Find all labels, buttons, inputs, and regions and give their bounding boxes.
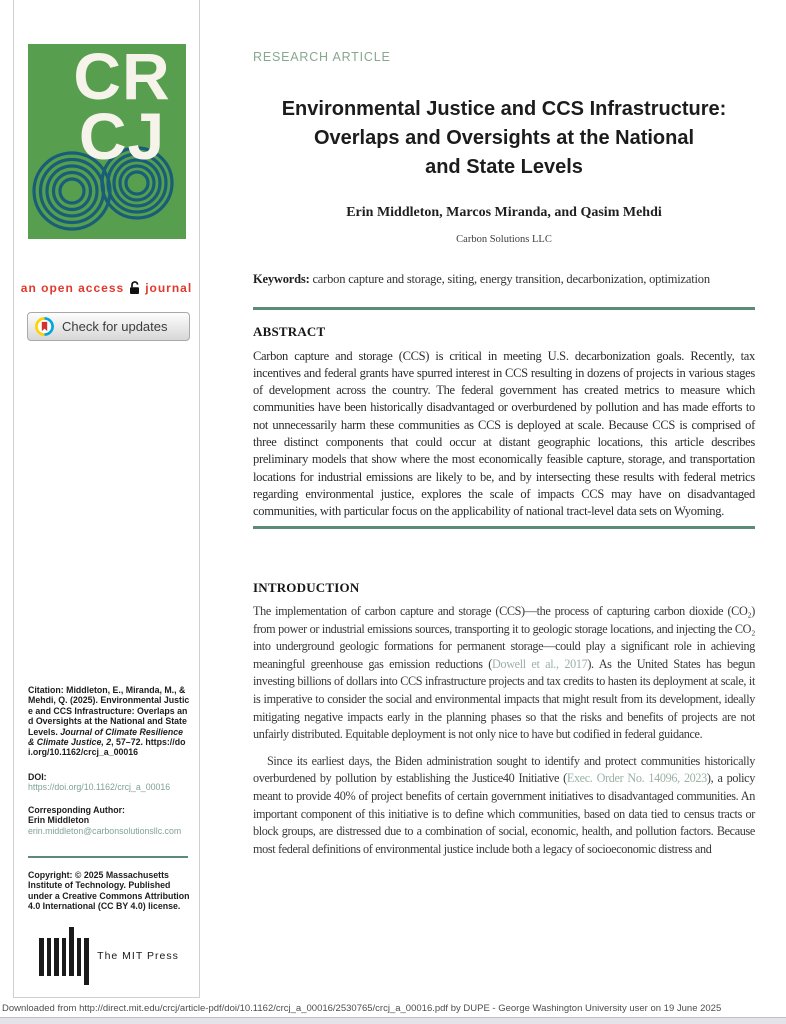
- logo-letters-line2: CJ: [78, 99, 166, 173]
- check-for-updates-button[interactable]: [27, 312, 190, 341]
- mit-press-label: The MIT Press: [97, 950, 179, 962]
- sidebar-divider: [28, 856, 188, 858]
- doi-label: DOI:: [28, 772, 47, 782]
- citation-doi-text: https://doi.org/10.1162/crcj_a_00016: [28, 737, 186, 758]
- citation-link-exec-order-14096[interactable]: Exec. Order No. 14096, 2023: [566, 771, 707, 786]
- doi-link[interactable]: https://doi.org/10.1162/crcj_a_00016: [28, 782, 171, 793]
- citation-block: Citation: Middleton, E., Miranda, M., & Mehdi, Q. (2025). Environmental Justice and CCS Infrastructure: Overlaps and Oversights at the National and State Levels. Journal of Climate Resilience & Climate Justice, 2, 57–72. https://doi.org/10.1162/crcj_a_00016: [28, 685, 190, 758]
- download-provenance-note: Downloaded from http://direct.mit.edu/crcj/article-pdf/doi/10.1162/crcj_a_00016/2530765/crcj_a_00016.pdf by DUPE - George Washington University user on 19 June 2025: [2, 1003, 722, 1014]
- keywords-label: Keywords:: [253, 272, 310, 286]
- abstract-heading: ABSTRACT: [253, 323, 326, 339]
- article-title-line2: Overlaps and Oversights at the National: [313, 127, 695, 149]
- citation-link-dowell-2017[interactable]: Dowell et al., 2017: [492, 656, 588, 671]
- corresponding-author-label: Corresponding Author:: [28, 805, 125, 815]
- journal-logo: [28, 44, 186, 239]
- open-lock-icon: [129, 281, 140, 295]
- corresponding-email-link[interactable]: erin.middleton@carbonsolutionsllc.com: [28, 825, 182, 836]
- abstract-top-rule: [253, 307, 755, 310]
- abstract-text: Carbon capture and storage (CCS) is critical in meeting U.S. decarbonization goals. Recently, tax incentives and federal grants have spurred interest in CCS resulting in dozens of projects in various stages of development across the country. The federal government has created metrics to measure which communities have been historically disadvantaged or overburdened by pollution and has made efforts to not unnecessarily harm these communities as CCS is deployed at scale. Because CCS is comprised of three distinct components that could occur at distant geographic locations, this article describes preliminary models that show where the most economically feasible capture, storage, and transportation locations for industrial emissions are likely to be, and by intersecting these results with federal metrics regarding environmental justice, explores the scale of impacts CCS may have on disadvantaged communities, with particular focus on the applicability of national tract-level data sets on Wyoming.: [253, 348, 755, 519]
- intro-paragraph-2: Since its earliest days, the Biden administration sought to identify and protect communities historically overburdened by pollution by establishing the Justice40 Initiative (Exec. Order No. 14096, 2023), a policy meant to provide 40% of project benefits of certain government initiatives to disadvantaged communities. An important component of this initiative is to define which communities, based on data tied to census tracts or block groups, are distressed due to a combination of social, economic, health, and pollution factors. Because most federal definitions of environmental justice include both a legacy of socioeconomic distress and: [253, 753, 755, 856]
- mit-press-bars-icon: [39, 927, 89, 985]
- article-title: [253, 95, 755, 182]
- crossmark-icon: [35, 317, 54, 336]
- open-access-text-post: journal: [145, 281, 193, 295]
- mit-press-logo: [28, 927, 190, 985]
- copyright-label: Copyright:: [28, 870, 73, 880]
- authors-line: Erin Middleton, Marcos Miranda, and Qasim Mehdi: [346, 205, 662, 220]
- article-title-line1: Environmental Justice and CCS Infrastructure:: [281, 98, 727, 120]
- affiliation-line: Carbon Solutions LLC: [456, 234, 552, 245]
- article-title-line3: and State Levels: [425, 156, 583, 178]
- doi-block: [28, 772, 190, 793]
- journal-info-panel: [13, 0, 200, 998]
- corresponding-author-block: [28, 805, 190, 836]
- introduction-heading: INTRODUCTION: [253, 579, 360, 595]
- check-for-updates-label: Check for updates: [62, 319, 168, 334]
- abstract-bottom-rule: [253, 526, 755, 529]
- article-type-label: RESEARCH ARTICLE: [253, 50, 391, 64]
- corresponding-author-name: Erin Middleton: [28, 815, 90, 826]
- open-access-text-pre: an open access: [20, 281, 125, 295]
- citation-journal-name: Journal of Climate Resilience & Climate Justice, 2: [28, 726, 183, 748]
- scrollbar-track[interactable]: [0, 1017, 786, 1024]
- article-content: [253, 0, 755, 858]
- intro-paragraph-1: The implementation of carbon capture and storage (CCS)—the process of capturing carbon dioxide (CO₂) from power or industrial emissions sources, transporting it to geologic storage locations, and injecting the CO₂ into underground geologic formations for permanent storage—could play a significant role in achieving meaningful greenhouse gas emission reductions (Dowell et al., 2017). As the United States has begun investing billions of dollars into CCS infrastructure projects and tax credits to hasten its deployment at scale, it is imperative to consider the social and environmental impacts that might result from its development, ideally mitigating negative impacts early in the planning phases so that the risks and benefits of projects are not unfairly distributed. Equitable deployment is not only nice to have but codified in federal guidance.: [253, 603, 755, 742]
- logo-letters-line1: CR: [73, 44, 171, 113]
- copyright-block: Copyright: © 2025 Massachusetts Institute of Technology. Published under a Creative Commons Attribution 4.0 International (CC BY 4.0) license.: [28, 870, 190, 912]
- citation-label: Citation:: [28, 685, 64, 695]
- journal-initials: [28, 44, 186, 173]
- keywords-line: Keywords: carbon capture and storage, siting, energy transition, decarbonization, optimization: [253, 272, 710, 286]
- open-access-tagline: [14, 281, 199, 295]
